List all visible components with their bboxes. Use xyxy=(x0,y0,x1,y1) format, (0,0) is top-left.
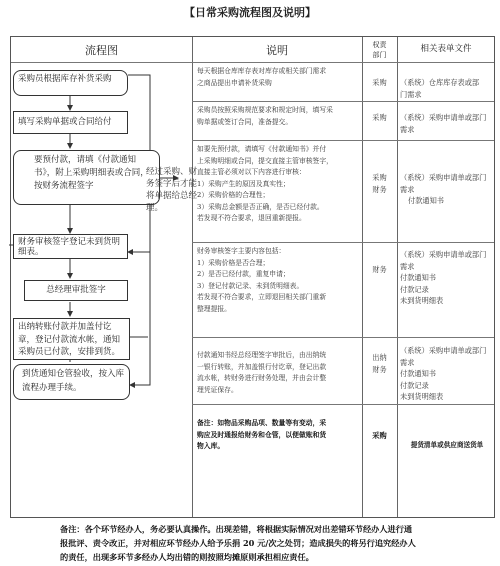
row3-description xyxy=(197,144,357,225)
desc-line: 理凭证保存。 xyxy=(197,385,238,394)
header-flowchart: 流程图 xyxy=(85,44,118,57)
flow-step-prepayment: 要预付款，请填《付款通知书》，附上采购明细表或合同，按财务流程签字 xyxy=(13,150,160,205)
footnote xyxy=(60,522,500,564)
row1-dept: 采购 xyxy=(372,78,387,87)
row3-dept xyxy=(362,172,397,195)
dept-line: 财务 xyxy=(372,364,387,374)
flow-step-finance-review: 财务审核签字登记未到货明细表。 xyxy=(13,234,128,259)
row5-docs xyxy=(400,345,496,403)
desc-line: 如要先预付款，请填写《付款通知书》并付 xyxy=(197,145,327,153)
desc-line: 备注：如物品采购品项、数量等有变动，采 xyxy=(197,419,327,427)
desc-line: 之商品提出申请补货采购 xyxy=(197,78,272,87)
desc-line: 3）采购总金额是否正确，是否已经付款。 xyxy=(197,202,324,211)
desc-line: 2）采购价格的合理性； xyxy=(197,191,270,199)
desc-line: 采购员按照采购规范要求和规定时间，填写采 xyxy=(197,106,333,114)
footnote-line: 报批评、责令改正，并对相应环节经办人给予乐捐 20 元/次之处罚；造成损失的将另行追究经办人 xyxy=(60,538,416,548)
doc-line: 需求 xyxy=(400,357,415,367)
doc-line: 付款通知书 xyxy=(408,196,444,205)
doc-line: 需求 xyxy=(400,124,415,134)
desc-line: 付款通知书经总经理签字审批后，由出纳统 xyxy=(197,351,327,359)
dept-line: 财务 xyxy=(372,184,387,194)
header-description: 说明 xyxy=(266,44,288,57)
desc-line: 每天根据仓库库存表对库存或相关部门需求 xyxy=(197,67,327,75)
row1-description xyxy=(197,66,357,89)
doc-line: （系统）采购申请单或部门 xyxy=(400,250,487,259)
doc-line: （系统）仓库库存表或部 xyxy=(400,78,480,87)
desc-line: 若发现不符合要求，退回重新提报。 xyxy=(197,214,306,222)
desc-line: 1）采购产生的原因及真实性； xyxy=(197,179,290,188)
doc-line: 未到货明细表 xyxy=(400,296,444,305)
dept-line: 采购 xyxy=(372,173,387,182)
doc-line: 需求 xyxy=(400,184,415,194)
doc-line: 需求 xyxy=(400,261,415,271)
desc-line: 整理提报。 xyxy=(197,304,231,313)
row5-description xyxy=(197,350,357,396)
footnote-line: 的责任，出现多环节多经办人均出错的则按照均摊原则承担相应责任。 xyxy=(60,552,314,562)
desc-line: 2）是否已经付款，重复申请； xyxy=(197,270,290,278)
desc-line: 3）登记付款记录、未到货明细表。 xyxy=(197,281,304,290)
header-authority-line1: 权责 xyxy=(372,41,387,49)
desc-line: 财务审核签字主要内容包括： xyxy=(197,247,286,255)
row3-docs xyxy=(400,172,496,207)
row4-dept: 财务 xyxy=(372,265,387,274)
dept-line: 出纳 xyxy=(372,353,387,362)
doc-line: 未到货明细表 xyxy=(400,392,444,401)
doc-line: 门需求 xyxy=(400,89,422,99)
doc-line: （系统）采购申请单或部门 xyxy=(400,113,487,122)
doc-line: （系统）采购申请单或部门 xyxy=(400,346,487,355)
flow-step-restock: 采购员根据库存补货采购 xyxy=(13,70,128,96)
desc-line: 直接主管必须对以下内容进行审核： xyxy=(197,168,306,176)
desc-line: 1）采购价格是否合理； xyxy=(197,258,270,267)
flow-step-cashier-payment: 出纳转账付款并加盖付讫章，登记付款流水帐，通知采购员已付款，安排到货。 xyxy=(13,318,130,360)
desc-line: 若发现不符合要求，立即退回相关部门重新 xyxy=(197,293,327,301)
flow-step-gm-approval: 总经理审批签字 xyxy=(24,280,128,301)
flow-step-warehouse-receipt: 到货通知仓管验收，按入库流程办理手续。 xyxy=(13,364,130,400)
flow-step-fill-order: 填写采购单据或合同给付 xyxy=(13,111,128,134)
row5-dept xyxy=(362,352,397,375)
desc-line: 购单据或签订合同，准备提交。 xyxy=(197,117,293,126)
desc-line: 上采购明细或合同，提交直接主管审核签字， xyxy=(197,156,333,165)
page-title: 【日常采购流程图及说明】 xyxy=(184,6,316,19)
row2-dept: 采购 xyxy=(372,113,387,122)
doc-line: 付款通知书 xyxy=(400,369,436,378)
row1-docs xyxy=(400,77,496,100)
desc-line: 物入库。 xyxy=(197,442,225,450)
doc-line: 付款记录 xyxy=(400,380,429,390)
row2-docs xyxy=(400,112,496,135)
flow-side-note: 经过采购、财务签字后才能将单据给总经理。 xyxy=(146,167,198,213)
row2-description xyxy=(197,105,357,128)
row4-description xyxy=(197,246,357,315)
doc-line: 付款通知书 xyxy=(400,273,436,282)
row6-description xyxy=(197,418,357,453)
footnote-line: 备注：各个环节经办人，务必要认真操作。出现差错，将根据实际情况对出差错环节经办人进行通 xyxy=(60,524,413,534)
row4-docs xyxy=(400,249,496,307)
doc-line: （系统）采购申请单或部门 xyxy=(400,173,487,182)
loop-box4-box7 xyxy=(130,252,150,385)
doc-line: 付款记录 xyxy=(400,284,429,294)
header-authority-line2: 部门 xyxy=(372,51,387,59)
row6-dept: 采购 xyxy=(372,431,387,440)
row6-docs: 提货清单或供应商送货单 xyxy=(410,441,484,449)
desc-line: 购应及时通报给财务和仓管，以便做账和货 xyxy=(197,430,327,439)
desc-line: 流水帐，转财务进行财务处理，并由会计整 xyxy=(197,374,327,382)
desc-line: 一银行转账，并加盖银行付讫章，登记出款 xyxy=(197,362,327,371)
header-related-docs: 相关表单文件 xyxy=(420,44,472,54)
